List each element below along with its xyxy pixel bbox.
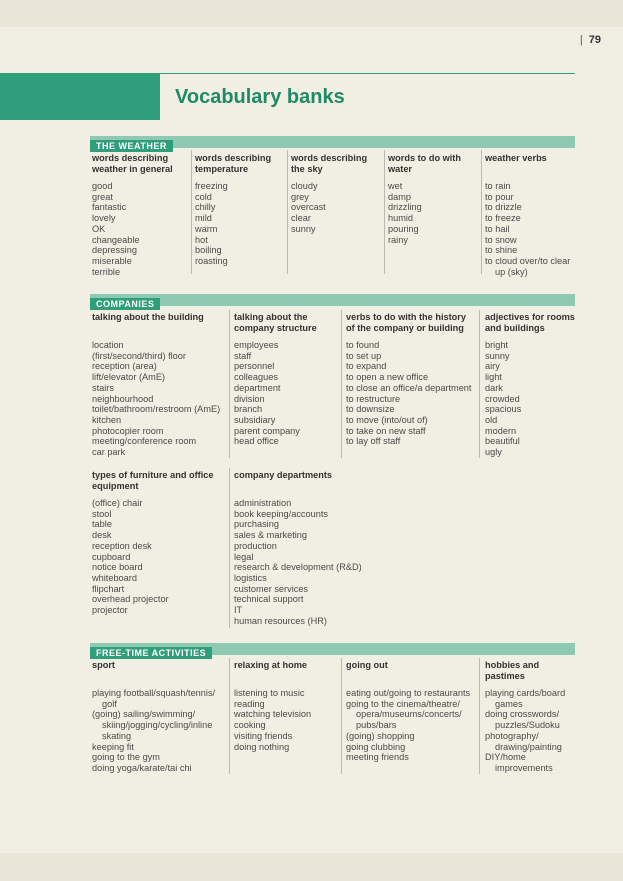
list-item: ugly xyxy=(485,447,502,458)
list-item: bright xyxy=(485,340,508,350)
list-item: stairs xyxy=(92,382,114,393)
list-item: great xyxy=(92,191,113,202)
companies-extra-word-list xyxy=(234,498,384,626)
companies-column xyxy=(92,312,232,458)
freetime-word-list xyxy=(346,688,482,763)
list-item: old xyxy=(485,414,498,425)
list-item: playing cards/board xyxy=(485,688,566,698)
weather-column-heading: words describing temperature xyxy=(195,153,272,174)
list-item: overhead projector xyxy=(92,594,169,605)
list-item: up (sky) xyxy=(495,266,528,277)
list-item: cloudy xyxy=(291,181,318,191)
list-item: (first/second/third) floor xyxy=(92,350,186,361)
list-item: games xyxy=(495,698,523,709)
list-item: to found xyxy=(346,340,380,350)
list-item: cooking xyxy=(234,720,266,731)
list-item: miserable xyxy=(92,255,132,266)
list-item: DIY/home xyxy=(485,752,526,763)
list-item: beautiful xyxy=(485,436,520,447)
list-item: colleagues xyxy=(234,372,278,383)
list-item: doing yoga/karate/tai chi xyxy=(92,762,192,773)
list-item: administration xyxy=(234,498,292,508)
list-item: car park xyxy=(92,447,126,458)
list-item: to drizzle xyxy=(485,202,522,213)
list-item: human resources (HR) xyxy=(234,615,327,626)
list-item: depressing xyxy=(92,245,137,256)
companies-extra-column xyxy=(92,470,232,616)
companies-extra-column-heading: company departments xyxy=(234,470,333,480)
list-item: notice board xyxy=(92,562,143,573)
list-item: parent company xyxy=(234,425,300,436)
section-bar-weather xyxy=(90,136,575,151)
column-divider xyxy=(287,150,288,274)
list-item: cold xyxy=(195,191,212,202)
list-item: going to the gym xyxy=(92,752,160,763)
list-item: clear xyxy=(291,213,311,224)
list-item: roasting xyxy=(195,255,228,266)
column-divider xyxy=(481,150,482,274)
list-item: table xyxy=(92,519,112,530)
freetime-column-heading: relaxing at home xyxy=(234,660,308,670)
list-item: book keeping/accounts xyxy=(234,508,328,519)
list-item: wet xyxy=(388,181,403,191)
list-item: reception desk xyxy=(92,540,152,551)
list-item: to downsize xyxy=(346,404,395,415)
list-item: meeting friends xyxy=(346,752,409,763)
section-bar-companies xyxy=(90,294,575,309)
list-item: production xyxy=(234,540,277,551)
freetime-column xyxy=(92,660,232,774)
list-item: employees xyxy=(234,340,279,350)
list-item: to close an office/a department xyxy=(346,382,472,393)
list-item: drizzling xyxy=(388,202,422,213)
list-item: to pour xyxy=(485,191,514,202)
list-item: personnel xyxy=(234,361,275,372)
list-item: meeting/conference room xyxy=(92,436,197,447)
list-item: to shine xyxy=(485,245,518,256)
companies-column-heading: verbs to do with the history of the company or building xyxy=(346,312,466,333)
column-divider xyxy=(229,658,230,774)
column-divider xyxy=(479,658,480,774)
list-item: subsidiary xyxy=(234,414,276,425)
list-item: boiling xyxy=(195,245,222,256)
list-item: crowded xyxy=(485,393,520,404)
companies-column-heading: talking about the company structure xyxy=(234,312,317,333)
list-item: light xyxy=(485,372,502,383)
weather-column xyxy=(485,153,580,277)
list-item: sunny xyxy=(291,223,316,234)
list-item: freezing xyxy=(195,181,228,191)
freetime-column xyxy=(346,660,482,763)
list-item: logistics xyxy=(234,572,267,583)
list-item: skiing/jogging/cycling/inline xyxy=(102,720,213,731)
list-item: (office) chair xyxy=(92,498,143,508)
list-item: to restructure xyxy=(346,393,401,404)
list-item: skating xyxy=(102,730,132,741)
list-item: (going) sailing/swimming/ xyxy=(92,709,196,720)
column-divider xyxy=(191,150,192,274)
freetime-column-heading: hobbies and pastimes xyxy=(485,660,540,681)
list-item: opera/museums/concerts/ xyxy=(356,709,462,720)
list-item: damp xyxy=(388,191,411,202)
companies-word-list xyxy=(485,340,580,458)
list-item: customer services xyxy=(234,583,309,594)
column-divider xyxy=(229,310,230,458)
title-rule xyxy=(160,73,575,74)
weather-column xyxy=(388,153,480,245)
list-item: branch xyxy=(234,404,263,415)
companies-column-heading: adjectives for rooms and buildings xyxy=(485,312,575,333)
list-item: division xyxy=(234,393,265,404)
list-item: neighbourhood xyxy=(92,393,154,404)
companies-word-list xyxy=(234,340,342,447)
list-item: playing football/squash/tennis/ xyxy=(92,688,216,698)
list-item: humid xyxy=(388,213,414,224)
list-item: overcast xyxy=(291,202,326,213)
weather-column-heading: words to do with water xyxy=(388,153,461,174)
section-bar-freetime xyxy=(90,643,575,658)
list-item: technical support xyxy=(234,594,304,605)
list-item: head office xyxy=(234,436,279,447)
list-item: doing nothing xyxy=(234,741,290,752)
title-accent-block xyxy=(0,73,160,120)
list-item: research & development (R&D) xyxy=(234,562,362,573)
column-divider xyxy=(341,658,342,774)
list-item: changeable xyxy=(92,234,140,245)
column-divider xyxy=(341,310,342,458)
list-item: warm xyxy=(195,223,218,234)
list-item: watching television xyxy=(234,709,312,720)
list-item: listening to music xyxy=(234,688,305,698)
list-item: to move (into/out of) xyxy=(346,414,428,425)
weather-column-heading: weather verbs xyxy=(485,153,547,163)
column-divider xyxy=(229,468,230,628)
list-item: desk xyxy=(92,530,112,541)
list-item: OK xyxy=(92,223,106,234)
weather-column-heading: words describing weather in general xyxy=(92,153,173,174)
freetime-word-list xyxy=(92,688,232,774)
weather-word-list xyxy=(291,181,383,235)
list-item: hot xyxy=(195,234,208,245)
section-heading-companies: COMPANIES xyxy=(90,298,160,310)
list-item: reception (area) xyxy=(92,361,157,372)
list-item: sunny xyxy=(485,350,510,361)
list-item: golf xyxy=(102,698,117,709)
list-item: to hail xyxy=(485,223,510,234)
page-title: Vocabulary banks xyxy=(175,86,345,108)
companies-extra-word-list xyxy=(92,498,232,616)
list-item: department xyxy=(234,382,281,393)
list-item: toilet/bathroom/restroom (AmE) xyxy=(92,404,221,415)
list-item: chilly xyxy=(195,202,216,213)
list-item: fantastic xyxy=(92,202,127,213)
list-item: visiting friends xyxy=(234,730,293,741)
list-item: good xyxy=(92,181,113,191)
list-item: reading xyxy=(234,698,265,709)
list-item: to rain xyxy=(485,181,511,191)
list-item: mild xyxy=(195,213,212,224)
list-item: rainy xyxy=(388,234,408,245)
list-item: kitchen xyxy=(92,414,122,425)
section-heading-weather: THE WEATHER xyxy=(90,140,173,152)
list-item: going to the cinema/theatre/ xyxy=(346,698,460,709)
list-item: modern xyxy=(485,425,517,436)
list-item: sales & marketing xyxy=(234,530,308,541)
list-item: dark xyxy=(485,382,503,393)
list-item: going clubbing xyxy=(346,741,406,752)
list-item: legal xyxy=(234,551,254,562)
list-item: to cloud over/to clear xyxy=(485,255,571,266)
list-item: projector xyxy=(92,605,128,616)
section-heading-freetime: FREE-TIME ACTIVITIES xyxy=(90,647,212,659)
weather-column-heading: words describing the sky xyxy=(291,153,368,174)
weather-word-list xyxy=(92,181,190,277)
list-item: keeping fit xyxy=(92,741,134,752)
column-divider xyxy=(384,150,385,274)
weather-column xyxy=(92,153,190,277)
list-item: airy xyxy=(485,361,500,372)
page-number: | 79 xyxy=(580,34,601,46)
weather-column xyxy=(195,153,287,267)
list-item: spacious xyxy=(485,404,522,415)
freetime-word-list xyxy=(485,688,580,774)
list-item: photocopier room xyxy=(92,425,164,436)
list-item: to lay off staff xyxy=(346,436,401,447)
list-item: lovely xyxy=(92,213,116,224)
list-item: cupboard xyxy=(92,551,131,562)
companies-extra-column xyxy=(234,470,384,626)
companies-column xyxy=(234,312,342,447)
list-item: drawing/painting xyxy=(495,741,562,752)
weather-word-list xyxy=(388,181,480,245)
freetime-column xyxy=(234,660,342,752)
list-item: terrible xyxy=(92,266,121,277)
weather-column xyxy=(291,153,383,235)
freetime-column xyxy=(485,660,580,774)
list-item: doing crosswords/ xyxy=(485,709,560,720)
list-item: to set up xyxy=(346,350,382,361)
list-item: (going) shopping xyxy=(346,730,415,741)
list-item: improvements xyxy=(495,762,553,773)
list-item: to freeze xyxy=(485,213,521,224)
list-item: photography/ xyxy=(485,730,539,741)
companies-column-heading: talking about the building xyxy=(92,312,204,322)
list-item: to open a new office xyxy=(346,372,429,383)
list-item: whiteboard xyxy=(92,572,137,583)
list-item: location xyxy=(92,340,124,350)
list-item: to snow xyxy=(485,234,517,245)
list-item: puzzles/Sudoku xyxy=(495,720,560,731)
freetime-column-heading: sport xyxy=(92,660,115,670)
list-item: purchasing xyxy=(234,519,279,530)
companies-word-list xyxy=(346,340,482,447)
weather-word-list xyxy=(485,181,580,277)
list-item: to take on new staff xyxy=(346,425,426,436)
companies-word-list xyxy=(92,340,232,458)
weather-word-list xyxy=(195,181,287,267)
companies-column xyxy=(346,312,482,447)
list-item: to expand xyxy=(346,361,387,372)
list-item: pubs/bars xyxy=(356,720,397,731)
column-divider xyxy=(479,310,480,458)
freetime-column-heading: going out xyxy=(346,660,388,670)
freetime-word-list xyxy=(234,688,342,752)
list-item: stool xyxy=(92,508,112,519)
list-item: flipchart xyxy=(92,583,125,594)
list-item: pouring xyxy=(388,223,419,234)
list-item: lift/elevator (AmE) xyxy=(92,372,166,383)
companies-extra-column-heading: types of furniture and office equipment xyxy=(92,470,214,491)
list-item: eating out/going to restaurants xyxy=(346,688,471,698)
list-item: IT xyxy=(234,605,243,616)
list-item: grey xyxy=(291,191,309,202)
list-item: staff xyxy=(234,350,252,361)
companies-column xyxy=(485,312,580,458)
